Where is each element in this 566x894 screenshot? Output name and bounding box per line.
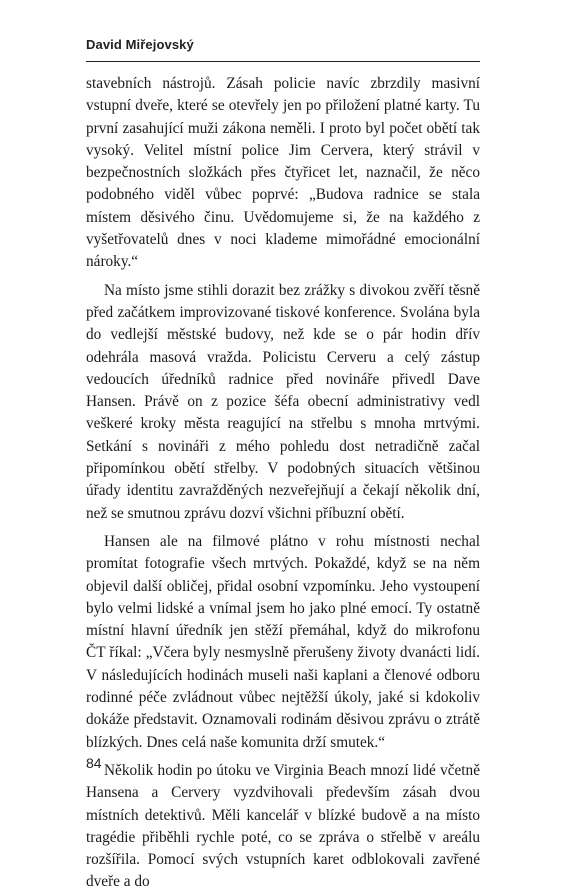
paragraph-2: Na místo jsme stihli dorazit bez zrážky s divokou zvěří těsně před začátkem improvizované tiskové konference. Svolána byla do vedlejší městské budovy, než kde se o pár hodin dřív odehrála masová vražda. Policistu Cerveru a celý zástup vedoucích úředníků radnice před novináře přivedl Dave Hansen. Právě on z pozice šéfa obecní administrativy vedl veškeré kroky města reagující na střelbu s mnoha mrtvými. Setkání s novináři z mého pohledu dost netradičně začal připomínkou obětí střelby. V podobných situacích většinou úřady identitu zavražděných nezveřejňují a čekají několik dní, než se smutnou zprávu dozví všichni příbuzní obětí.	[86, 281, 480, 522]
header-rule	[86, 61, 480, 62]
paragraph-3: Hansen ale na filmové plátno v rohu místnosti nechal promítat fotografie všech mrtvých. Pokaždé, když se na něm objevil další obličej, přidal osobní vzpomínku. Jeho vystoupení bylo velmi lidské a vnímal jsem ho jako plné emocí. Ty ostatně místní hlavní úředník jen stěží přemáhal, když do mikrofonu ČT říkal: „Včera byly nesmyslně přerušeny životy dvanácti lidí. V následujících hodinách museli naši kaplani a členové odboru rodinné péče zvládnout vůbec nejtěžší úkoly, jaké si kdokoliv dokáže představit. Oznamovali rodinám děsivou zprávu o ztrátě blízkých. Dnes celá naše komunita drží smutek.“	[86, 532, 480, 751]
paragraph-1: stavebních nástrojů. Zásah policie navíc zbrzdily masivní vstupní dveře, které se otevřely jen po přiložení platné karty. Tu první zasahující muži zákona neměli. I proto byl počet obětí tak vysoký. Velitel místní police Jim Cervera, který strávil v bezpečnostních složkách přes čtyřicet let, naznačil, že něco podobného viděl vůbec poprvé: „Budova radnice se stala místem děsivého činu. Uvědomujeme si, že na každého z vyšetřovatelů dnes v noci klademe mimořádné emocionální nároky.“	[86, 75, 480, 271]
page-number: 84	[86, 755, 102, 771]
body-text	[86, 73, 480, 894]
running-head: David Miřejovský	[86, 37, 194, 52]
paragraph-4: Několik hodin po útoku ve Virginia Beach mnozí lidé včetně Hansena a Cervery vyzdvihovali především zásah dvou místních detektivů. Měli kancelář v blízké budově a na místo tragédie přiběhli rychle poté, co se zpráva o střelbě v areálu rozšířila. Pomocí svých vstupních karet odblokovali zavřené dveře a do	[86, 761, 480, 891]
